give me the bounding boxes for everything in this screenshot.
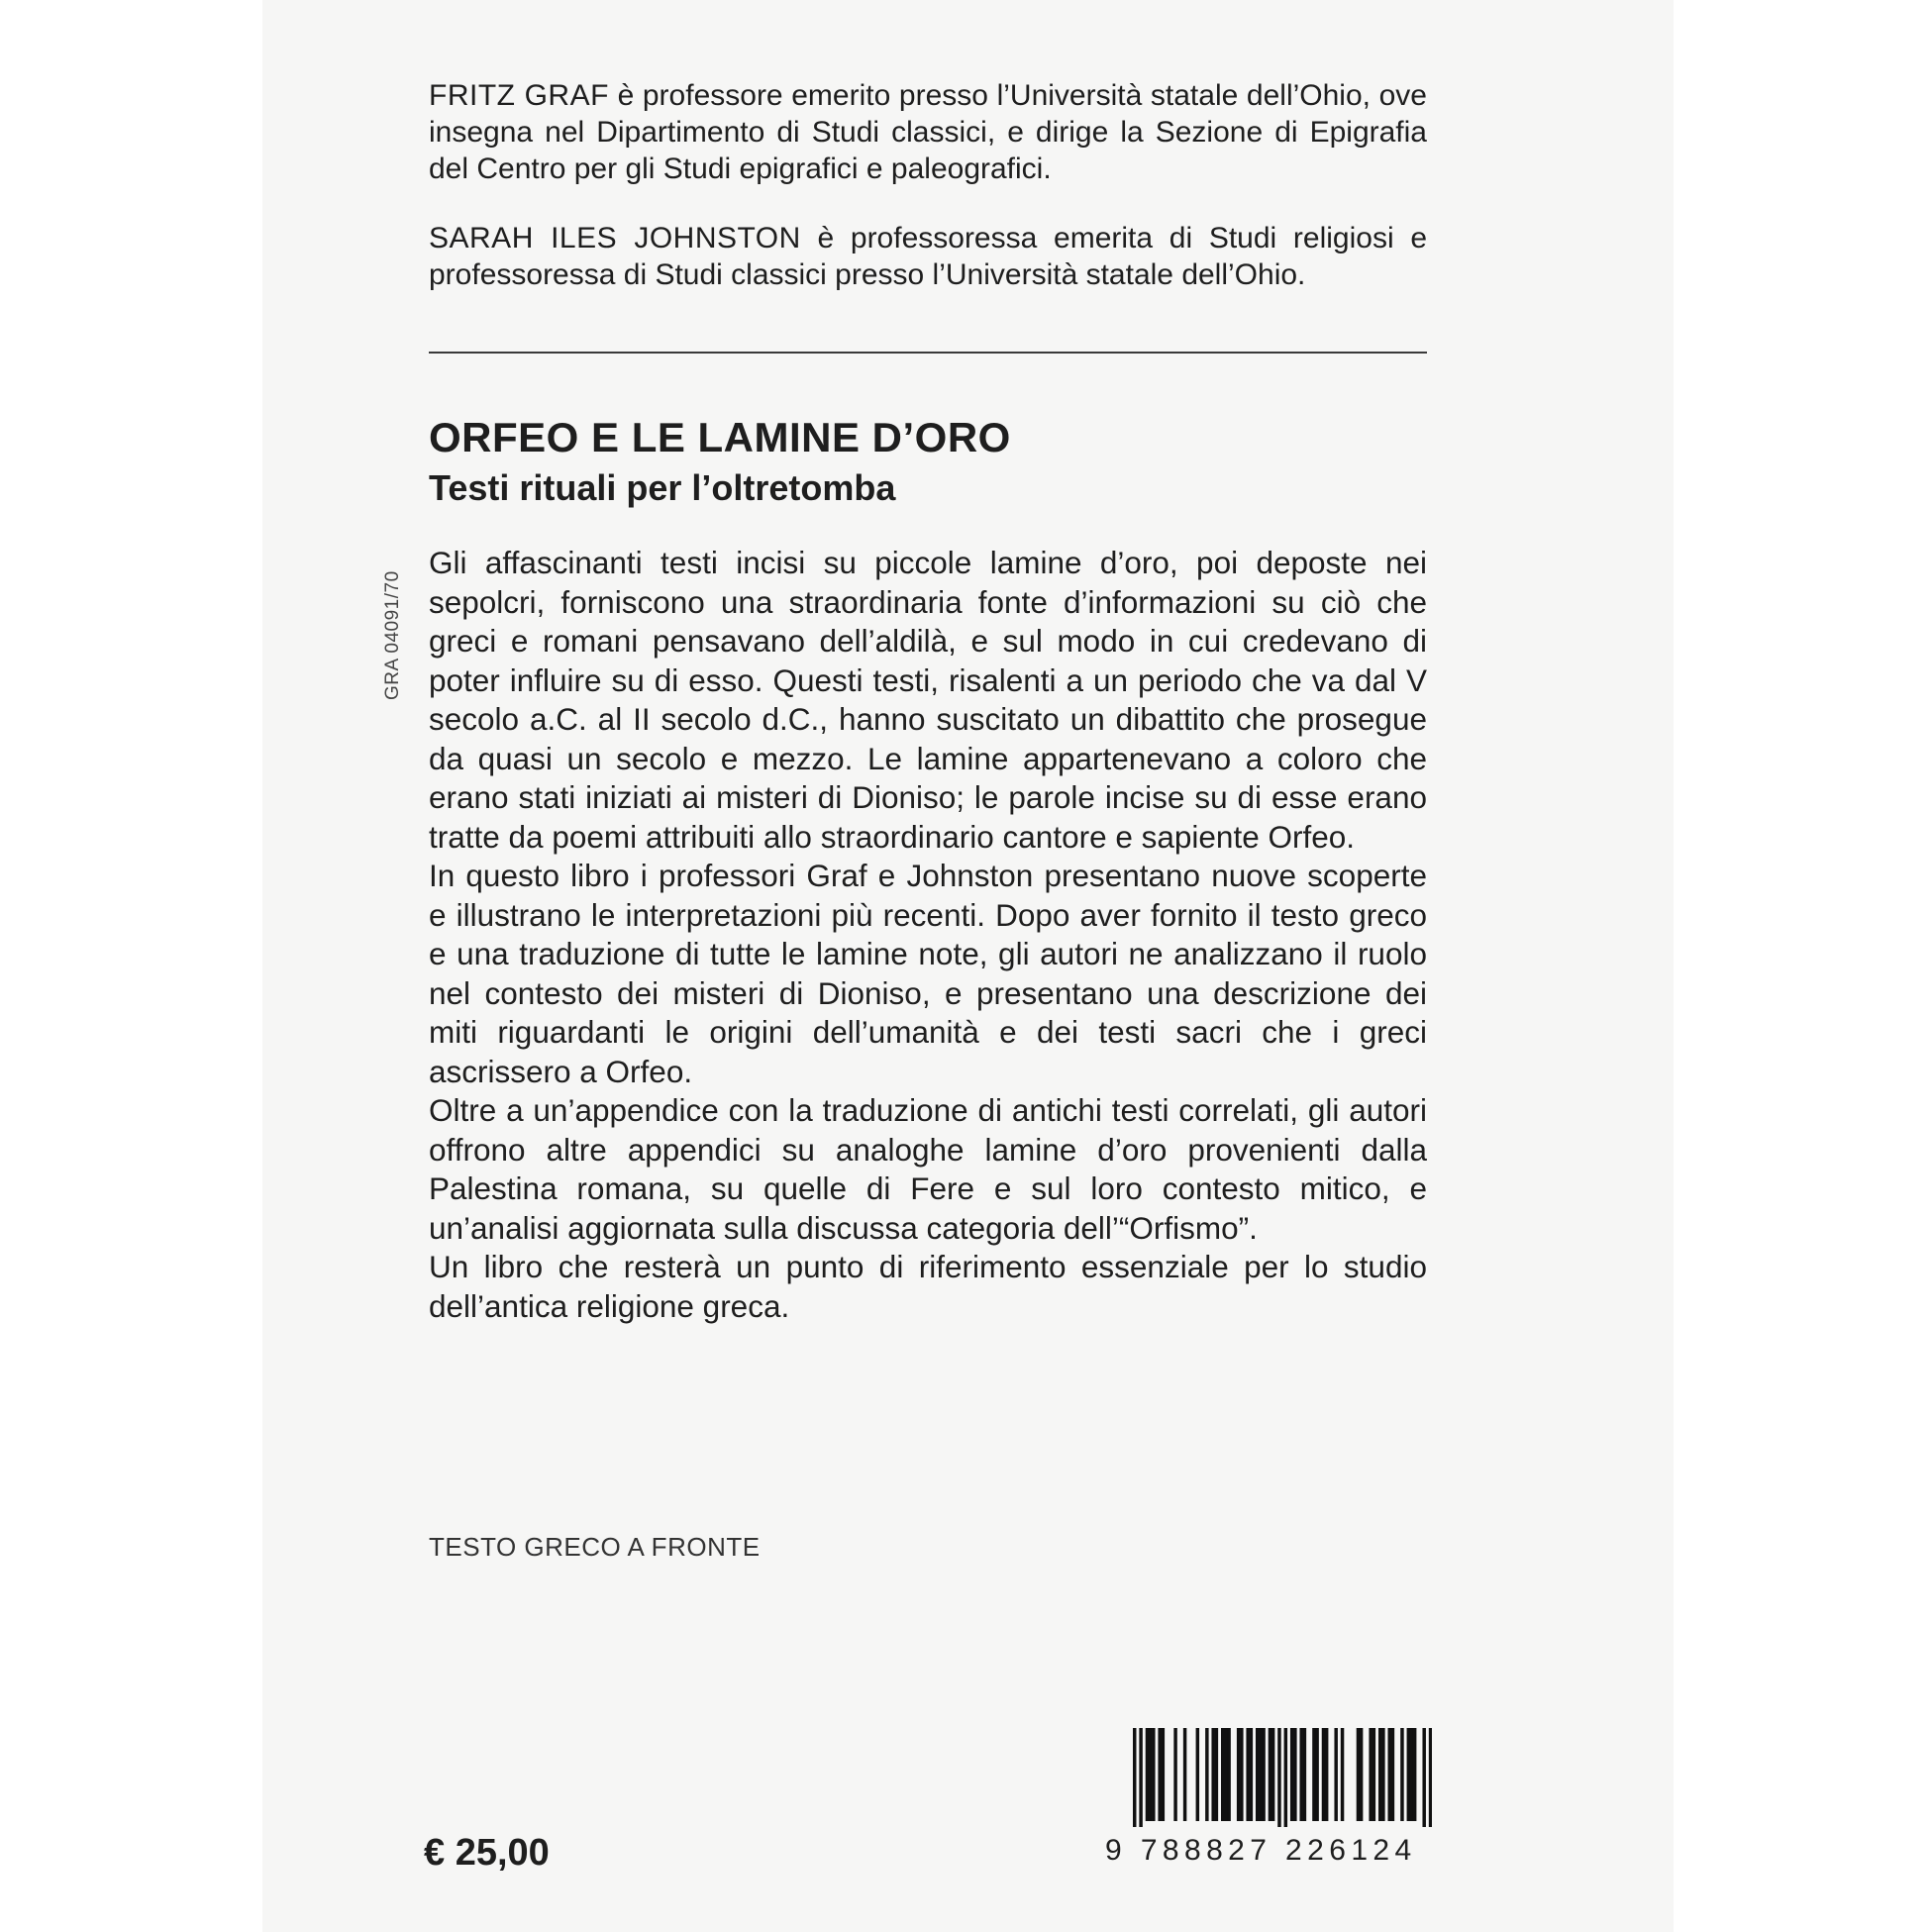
barcode-bar <box>1269 1728 1271 1821</box>
barcode-bar <box>1277 1728 1280 1827</box>
barcode-bar <box>1146 1728 1149 1821</box>
barcode-bar <box>1250 1728 1253 1821</box>
barcode-bar <box>1400 1728 1403 1821</box>
barcode-bar <box>1315 1728 1318 1821</box>
barcode-bar <box>1303 1728 1306 1821</box>
author-name: FRITZ GRAF <box>429 79 609 112</box>
barcode-digits: 9 788827 226124 <box>1105 1834 1417 1867</box>
book-subtitle: Testi rituali per l’oltretomba <box>429 467 896 508</box>
barcode-bar <box>1325 1728 1328 1821</box>
barcode-bar <box>1196 1728 1199 1821</box>
barcode-bar <box>1391 1728 1394 1821</box>
barcode-bar <box>1237 1728 1240 1821</box>
barcode-bar <box>1373 1728 1375 1821</box>
barcode-bar <box>1271 1728 1274 1821</box>
footer-note: TESTO GRECO A FRONTE <box>429 1532 761 1562</box>
barcode-bar <box>1369 1728 1372 1821</box>
barcode-bar <box>1152 1728 1155 1821</box>
barcode-bar <box>1240 1728 1243 1821</box>
barcode-bar <box>1422 1728 1425 1827</box>
blurb-paragraph: Un libro che resterà un punto di riferimento essenziale per lo studio dell’antica religione greca. <box>429 1249 1427 1324</box>
price: € 25,00 <box>424 1832 550 1874</box>
barcode-bar <box>1224 1728 1227 1821</box>
barcode-bar <box>1211 1728 1214 1821</box>
barcode-bar <box>1149 1728 1152 1821</box>
author-bio-text: è professore emerito presso l’Università statale dell’Ohio, ove insegna nel Dipartimento di Studi classici, e dirige la Sezione di Epigrafia del Centro per gli Studi epigrafici e paleografici. <box>429 79 1427 185</box>
author-bio-text: è professoressa emerita di Studi religiosi e professoressa di Studi classici presso l’Università statale dell’Ohio. <box>429 222 1427 291</box>
barcode-bar <box>1162 1728 1165 1821</box>
barcode-bar <box>1221 1728 1224 1821</box>
author-bio-graf <box>429 77 1427 187</box>
barcode-bar <box>1183 1728 1186 1821</box>
blurb-paragraph: Gli affascinanti testi incisi su piccole lamine d’oro, poi deposte nei sepolcri, forniscono una straordinaria fonte d’informazioni su ciò che greci e romani pensavano dell’aldilà, e sul modo in cui credevano di poter influire su di esso. Questi testi, risalenti a un periodo che va dal V secolo a.C. al II secolo d.C., hanno suscitato un dibattito che prosegue da quasi un secolo e mezzo. Le lamine appartenevano a coloro che erano stati iniziati ai misteri di Dioniso; le parole incise su di esse erano tratte da poemi attribuiti allo straordinario cantore e sapiente Orfeo. <box>429 545 1427 855</box>
barcode-bar <box>1357 1728 1360 1821</box>
barcode-bar <box>1312 1728 1315 1821</box>
barcode-bar <box>1293 1728 1296 1821</box>
barcode-bar <box>1378 1728 1381 1821</box>
author-name: SARAH ILES JOHNSTON <box>429 222 801 254</box>
blurb-paragraph: In questo libro i professori Graf e Johnston presentano nuove scoperte e illustrano le interpretazioni più recenti. Dopo aver fornito il testo greco e una traduzione di tutte le lamine note, gli autori ne analizzano il ruolo nel contesto dei misteri di Dioniso, e presentano una descrizione dei miti riguardanti le origini dell’umanità e dei testi sacri che i greci ascrissero a Orfeo. <box>429 858 1427 1089</box>
barcode-bar <box>1387 1728 1390 1821</box>
barcode-bar <box>1429 1728 1432 1827</box>
barcode-bar <box>1158 1728 1161 1821</box>
barcode-bar <box>1410 1728 1413 1821</box>
barcode-bar <box>1407 1728 1410 1821</box>
barcode-bar <box>1173 1728 1176 1821</box>
barcode-bar <box>1215 1728 1218 1821</box>
barcode-bar <box>1284 1728 1287 1827</box>
barcode-bar <box>1256 1728 1259 1821</box>
barcode-bar <box>1334 1728 1337 1821</box>
barcode-bar <box>1259 1728 1262 1821</box>
barcode-bar <box>1299 1728 1302 1821</box>
barcode-bar <box>1413 1728 1416 1821</box>
barcode-bar <box>1205 1728 1208 1821</box>
author-bio-johnston <box>429 220 1427 293</box>
barcode-bar <box>1322 1728 1325 1821</box>
barcode-bar <box>1227 1728 1230 1821</box>
divider <box>429 352 1427 354</box>
blurb-paragraph: Oltre a un’appendice con la traduzione di antichi testi correlati, gli autori offrono altre appendici su analoghe lamine d’oro provenienti dalla Palestina romana, su quelle di Fere e sul loro contesto mitico, e un’analisi aggiornata sulla discussa categoria dell’“Orfismo”. <box>429 1092 1427 1246</box>
barcode-bar <box>1246 1728 1249 1821</box>
barcode-icon <box>1133 1728 1432 1896</box>
book-title: ORFEO E LE LAMINE D’ORO <box>429 414 1011 460</box>
barcode-bar <box>1360 1728 1363 1821</box>
catalog-code: GRA 04091/70 <box>382 570 403 700</box>
barcode-bar <box>1133 1728 1136 1827</box>
blurb <box>429 544 1427 1326</box>
barcode-bar <box>1139 1728 1142 1827</box>
barcode-bar <box>1381 1728 1384 1821</box>
barcode-bar <box>1262 1728 1265 1821</box>
barcode-bar <box>1290 1728 1293 1821</box>
barcode-bar <box>1341 1728 1344 1821</box>
